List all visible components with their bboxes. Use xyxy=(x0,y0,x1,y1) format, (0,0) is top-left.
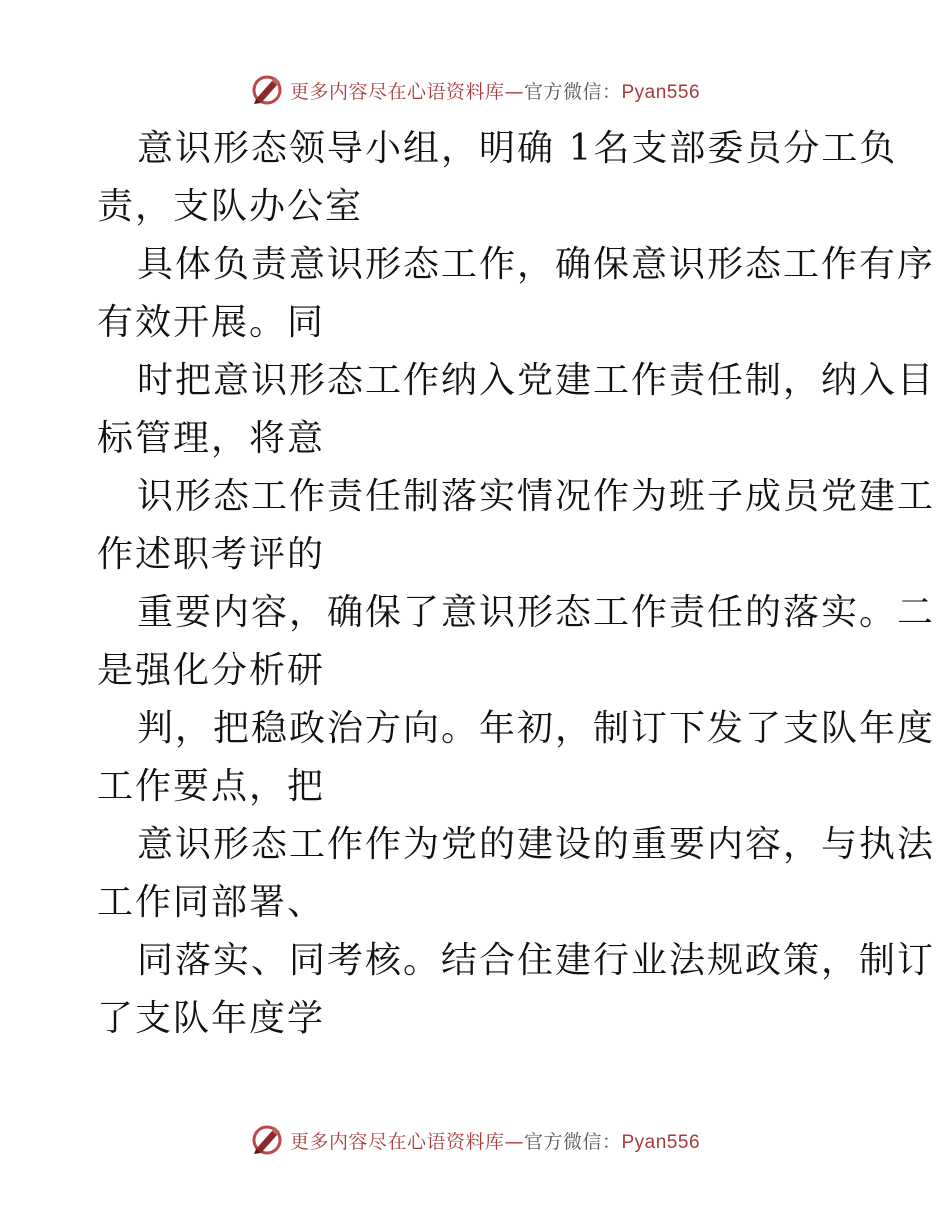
paragraph-line: 了支队年度学 xyxy=(97,998,326,1039)
footer-banner-content xyxy=(250,1123,700,1157)
header-banner-label xyxy=(290,77,700,104)
paragraph-line: 重要内容，确保了意识形态工作责任的落实。二 xyxy=(137,592,936,633)
paragraph-line: 识形态工作责任制落实情况作为班子成员党建工 xyxy=(137,476,936,517)
paragraph-line: 时把意识形态工作纳入党建工作责任制，纳入目 xyxy=(137,360,936,401)
footer-wechat-id: Pyan556 xyxy=(621,1131,701,1153)
document-body xyxy=(97,120,936,1048)
header-wechat-id: Pyan556 xyxy=(621,81,701,103)
paragraph-line: 标管理，将意 xyxy=(97,418,326,459)
header-banner-separator: — xyxy=(504,80,524,103)
header-banner-content xyxy=(250,73,700,107)
header-wechat-label: 官方微信： xyxy=(523,80,622,103)
paragraph-line: 工作同部署、 xyxy=(97,882,326,923)
footer-wechat-label: 官方微信： xyxy=(523,1130,622,1153)
paragraph-line: 同落实、同考核。结合住建行业法规政策，制订 xyxy=(137,940,936,981)
footer-banner-main-text: 更多内容尽在心语资料库 xyxy=(289,1130,505,1153)
paragraph-line: 工作要点，把 xyxy=(97,766,326,807)
pen-logo-icon xyxy=(250,1123,284,1157)
paragraph-line: 是强化分析研 xyxy=(97,650,326,691)
pen-logo-icon xyxy=(250,73,284,107)
paragraph-line: 意识形态工作作为党的建设的重要内容，与执法 xyxy=(137,824,936,865)
header-banner-main-text: 更多内容尽在心语资料库 xyxy=(289,80,505,103)
footer-banner-label xyxy=(290,1127,700,1154)
paragraph-line: 判，把稳政治方向。年初，制订下发了支队年度 xyxy=(137,708,936,749)
paragraph-line: 具体负责意识形态工作，确保意识形态工作有序 xyxy=(137,244,936,285)
footer-banner-separator: — xyxy=(504,1130,524,1153)
paragraph-line: 责，支队办公室 xyxy=(97,186,364,227)
footer-banner xyxy=(0,1120,950,1160)
paragraph-line: 意识形态领导小组，明确 1名支部委员分工负 xyxy=(137,128,898,169)
paragraph-line: 作述职考评的 xyxy=(97,534,326,575)
header-banner xyxy=(0,70,950,110)
paragraph-line: 有效开展。同 xyxy=(97,302,326,343)
